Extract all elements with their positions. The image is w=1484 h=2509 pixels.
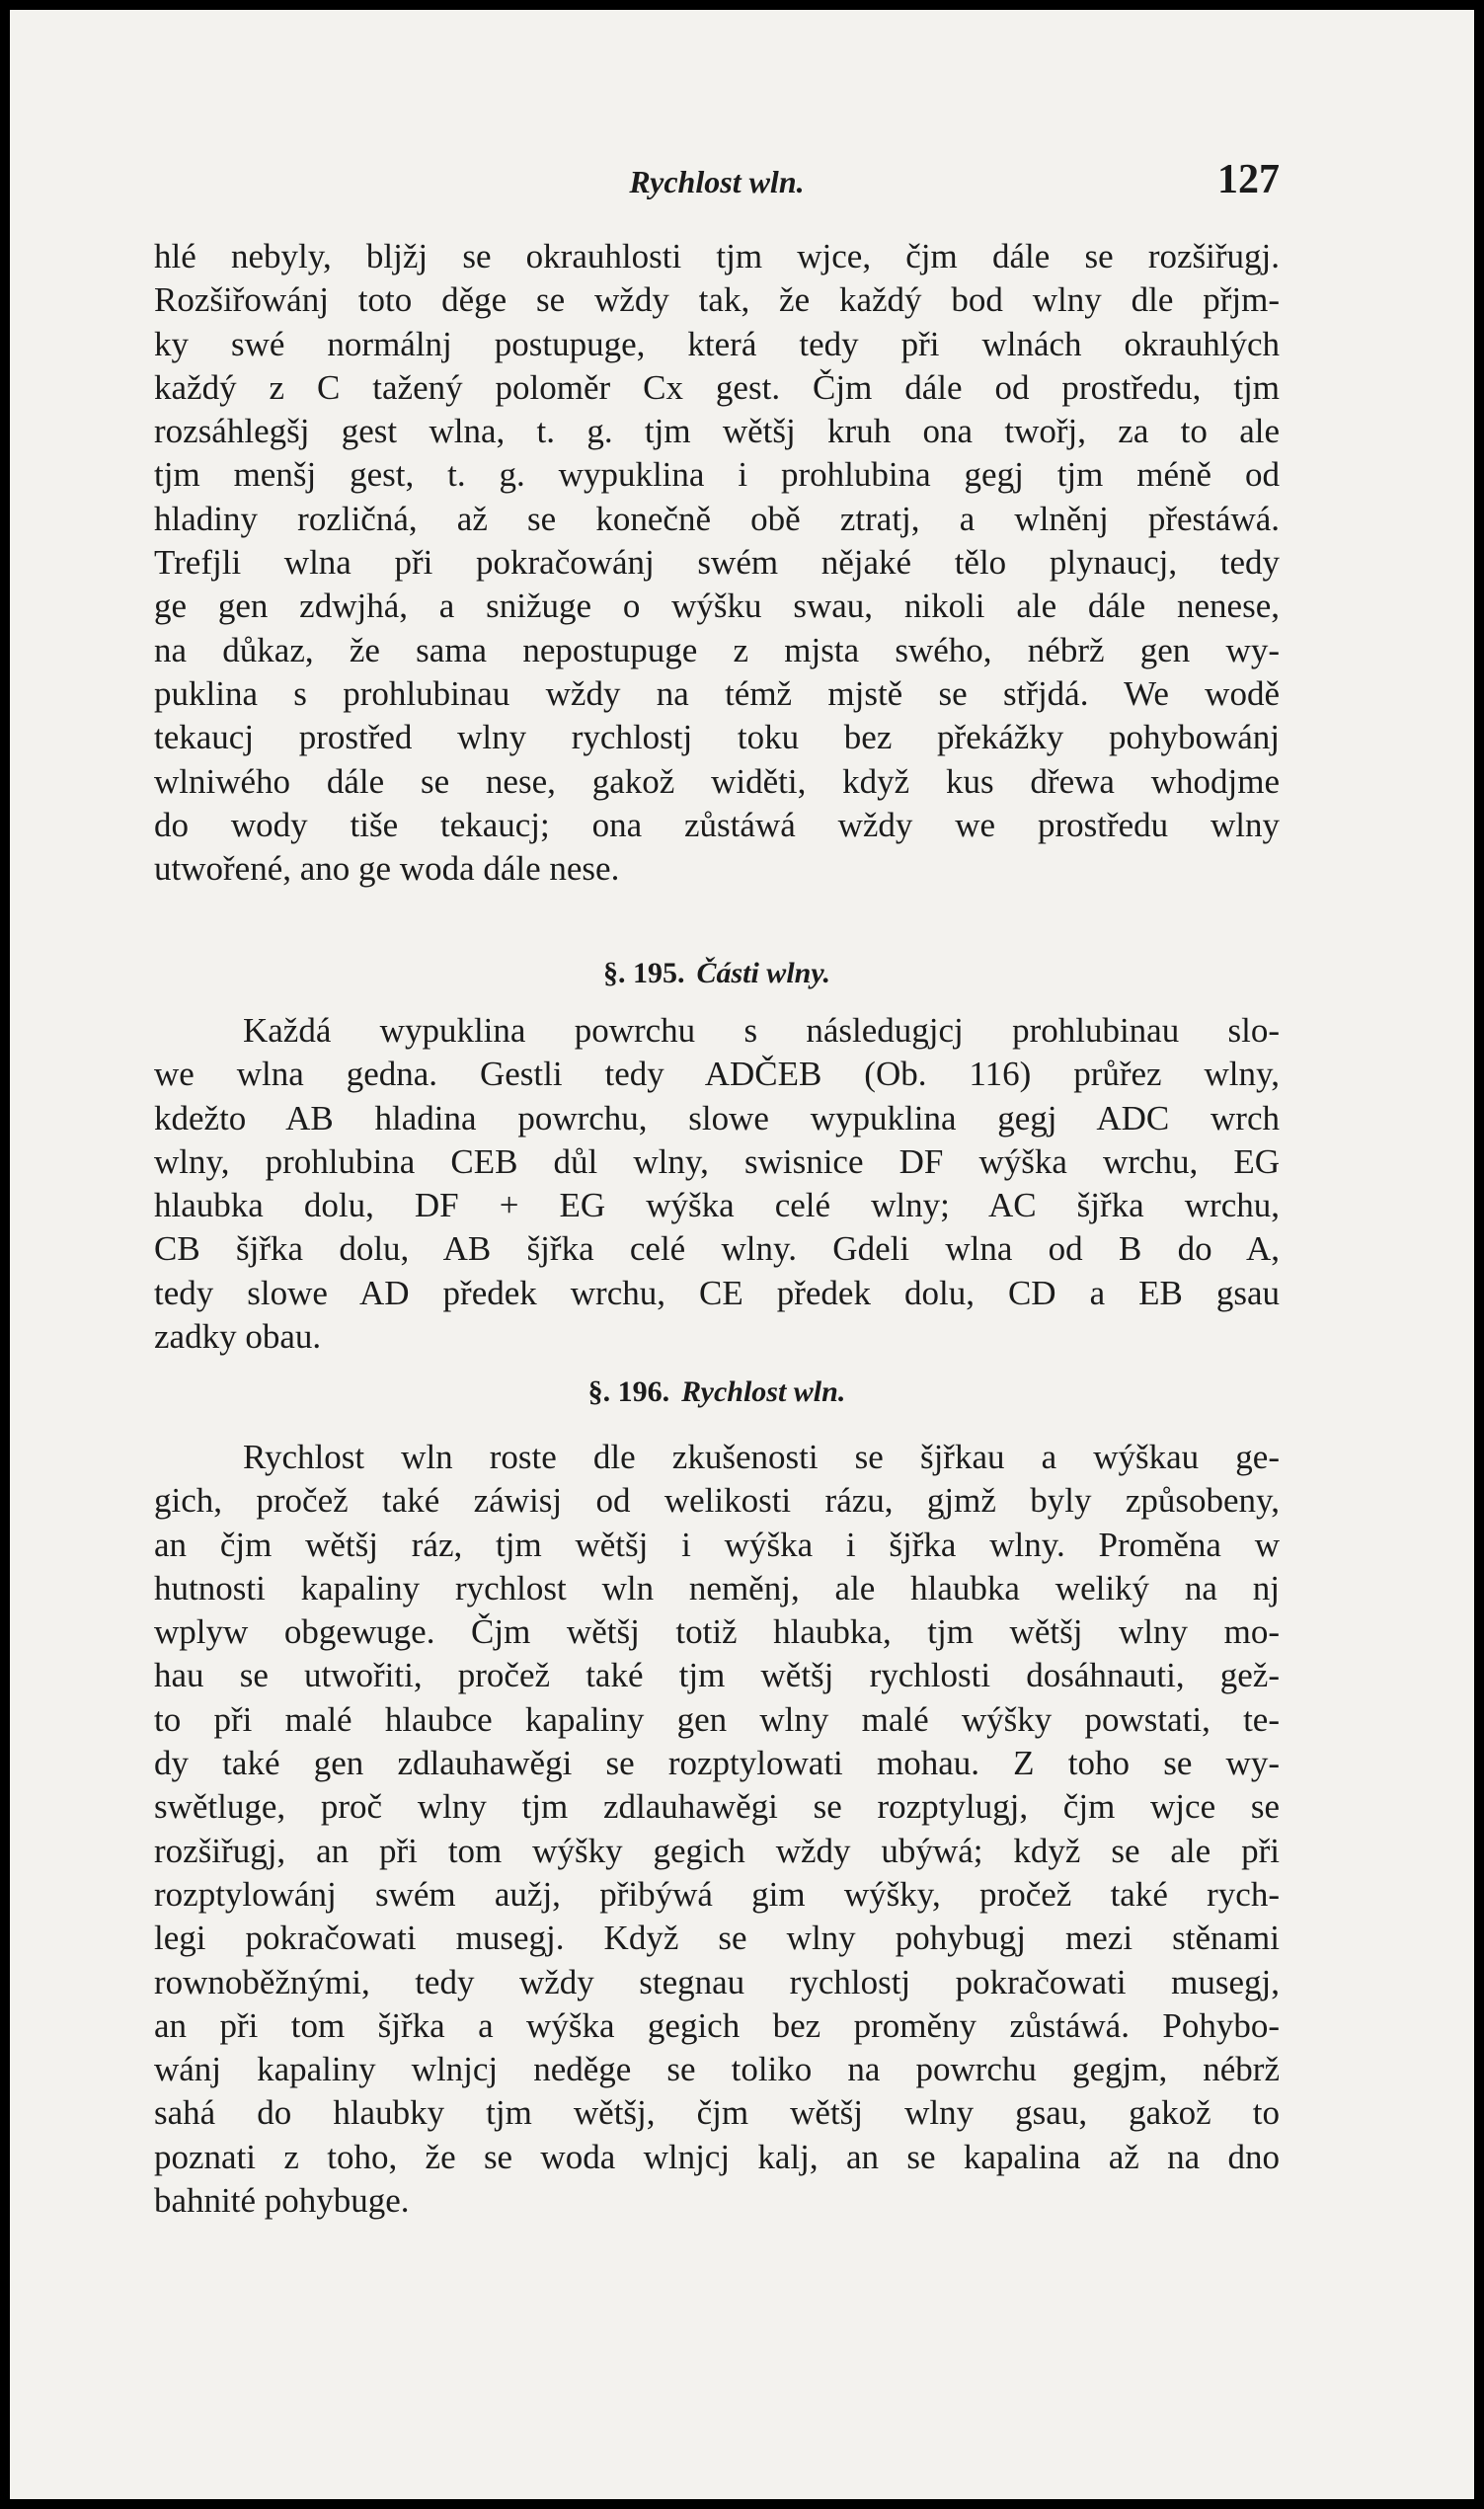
text-line: hau se utwořiti, pročež také tjm wětšj rychlosti dosáhnauti, gež- (154, 1656, 1280, 1695)
paragraph-wave-speed (154, 1436, 1280, 2223)
text-line: rozsáhlegšj gest wlna, t. g. tjm wětšj kruh ona twořj, za to ale (154, 412, 1280, 451)
text-line: ge gen zdwjhá, a snižuge o wýšku swau, nikoli ale dále nenese, (154, 587, 1280, 626)
text-line: rownoběžnými, tedy wždy stegnau rychlostj pokračowati musegj, (154, 1962, 1280, 2001)
book-page (10, 10, 1474, 2499)
text-line: na důkaz, že sama nepostupuge z mjsta swého, nébrž gen wy- (154, 630, 1280, 669)
section-title: Části wlny. (696, 957, 831, 989)
text-line: to při malé hlaubce kapaliny gen wlny malé wýšky powstati, te- (154, 1699, 1280, 1739)
text-line: CB šjřka dolu, AB šjřka celé wlny. Gdeli wlna od B do A, (154, 1229, 1280, 1269)
text-line: wplyw obgewuge. Čjm wětšj totiž hlaubka, tjm wětšj wlny mo- (154, 1612, 1280, 1652)
text-line: gich, pročež také záwisj od welikosti rázu, gjmž byly způsobeny, (154, 1481, 1280, 1521)
section-number: §. 195. (602, 957, 685, 989)
text-line: utwořené, ano ge woda dále nese. (154, 849, 620, 889)
text-line: rozptylowánj swém aužj, přibýwá gim wýšky, pročež také rych- (154, 1874, 1280, 1914)
text-line: tekaucj prostřed wlny rychlostj toku bez překážky pohybowánj (154, 718, 1280, 757)
text-line: Rozšiřowánj toto děge se wždy tak, že každý bod wlny dle přjm- (154, 280, 1280, 320)
text-line: Trefjli wlna při pokračowánj swém nějaké tělo plynaucj, tedy (154, 543, 1280, 583)
text-line: kdežto AB hladina powrchu, slowe wypuklina gegj ADC wrch (154, 1098, 1280, 1137)
text-line: poznati z toho, že se woda wlnjcj kalj, an se kapalina až na dno (154, 2137, 1280, 2176)
text-line: dy také gen zdlauhawěgi se rozptylowati mohau. Z toho se wy- (154, 1744, 1280, 1783)
text-line: wlny, prohlubina CEB důl wlny, swisnice DF wýška wrchu, EG (154, 1141, 1280, 1181)
page-number: 127 (1217, 157, 1280, 202)
text-line: do wody tiše tekaucj; ona zůstáwá wždy we prostředu wlny (154, 805, 1280, 844)
running-header (154, 146, 1280, 205)
text-line: we wlna gedna. Gestli tedy ADČEB (Ob. 116) průřez wlny, (154, 1055, 1280, 1094)
text-line: každý z C tažený poloměr Cx gest. Čjm dále od prostředu, tjm (154, 367, 1280, 407)
text-line: zadky obau. (154, 1317, 322, 1357)
text-line: an čjm wětšj ráz, tjm wětšj i wýška i šjřka wlny. Proměna w (154, 1525, 1280, 1564)
text-line: Rychlost wln roste dle zkušenosti se šjřkau a wýškau ge- (243, 1438, 1280, 1476)
text-line: swětluge, proč wlny tjm zdlauhawěgi se rozptylugj, čjm wjce se (154, 1787, 1280, 1827)
text-line: wlniwého dále se nese, gakož widěti, když kus dřewa whodjme (154, 761, 1280, 801)
text-line: an při tom šjřka a wýška gegich bez proměny zůstáwá. Pohybo- (154, 2005, 1280, 2045)
section-heading-196 (154, 1365, 1280, 1420)
running-title: Rychlost wln. (629, 164, 805, 199)
text-line: hutnosti kapaliny rychlost wln neměnj, ale hlaubka weliký na nj (154, 1568, 1280, 1607)
text-line: wánj kapaliny wlnjcj neděge se toliko na powrchu gegjm, nébrž (154, 2050, 1280, 2089)
text-line: rozšiřugj, an při tom wýšky gegich wždy ubýwá; když se ale při (154, 1831, 1280, 1870)
section-title: Rychlost wln. (681, 1375, 846, 1408)
text-line: hlaubka dolu, DF + EG wýška celé wlny; AC šjřka wrchu, (154, 1186, 1280, 1225)
text-line: sahá do hlaubky tjm wětšj, čjm wětšj wlny gsau, gakož to (154, 2093, 1280, 2133)
section-number: §. 196. (587, 1375, 670, 1408)
text-line: tedy slowe AD předek wrchu, CE předek dolu, CD a EB gsau (154, 1273, 1280, 1312)
text-line: tjm menšj gest, t. g. wypuklina i prohlubina gegj tjm méně od (154, 455, 1280, 495)
text-line: ky swé normálnj postupuge, která tedy při wlnách okrauhlých (154, 324, 1280, 363)
text-line: puklina s prohlubinau wždy na témž mjstě se střjdá. We wodě (154, 673, 1280, 713)
paragraph-continuation (154, 235, 1280, 891)
text-line: hlé nebyly, bljžj se okrauhlosti tjm wjce, čjm dále se rozšiřugj. (154, 237, 1280, 275)
text-line: hladiny rozličná, až se konečně obě ztratj, a wlněnj přestáwá. (154, 499, 1280, 538)
section-heading-195 (154, 946, 1280, 1001)
text-line: legi pokračowati musegj. Když se wlny pohybugj mezi stěnami (154, 1919, 1280, 1958)
paragraph-wave-parts (154, 1009, 1280, 1359)
text-line: bahnité pohybuge. (154, 2181, 410, 2221)
text-line: Každá wypuklina powrchu s následugjcj prohlubinau slo- (243, 1011, 1280, 1050)
